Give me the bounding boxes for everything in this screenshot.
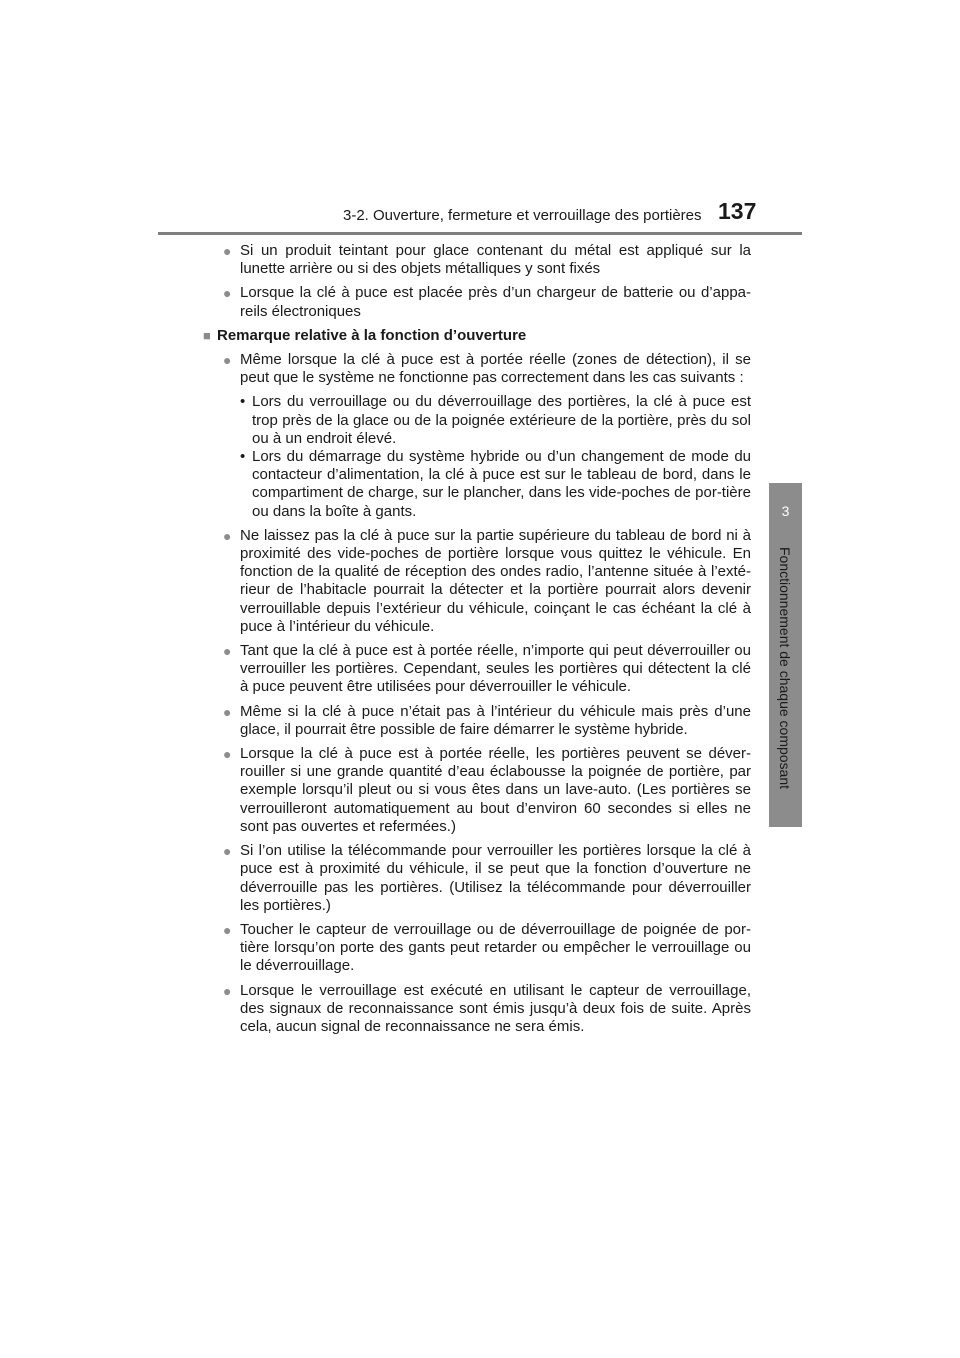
list-item <box>223 921 751 976</box>
bullet-icon: ● <box>223 352 232 369</box>
list-item-text: Même lorsque la clé à puce est à portée réelle (zones de détection), il se peut que le système ne fonctionne pas correctement dans les cas suivants : <box>240 351 751 387</box>
sub-list-item-text: Lors du verrouillage ou du déverrouillage des portières, la clé à puce est trop près de la glace ou de la poignée extérieure de la portière, près du sol ou à un endroit élevé. <box>252 393 751 447</box>
list-item <box>223 703 751 739</box>
list-item-text: Si un produit teintant pour glace contenant du métal est appliqué sur la lunette arrière ou si des objets métalliques y sont fixés <box>240 242 751 278</box>
list-item <box>223 242 751 278</box>
list-item <box>223 284 751 320</box>
dot-icon: • <box>240 393 246 411</box>
bullet-icon: ● <box>223 527 232 544</box>
sub-list-item <box>223 393 751 448</box>
header-divider <box>158 232 802 235</box>
bullet-icon: ● <box>223 643 232 660</box>
list-item <box>223 351 751 387</box>
sub-list-item-text: Lors du démarrage du système hybride ou d’un changement de mode du contacteur d’alimentation, la clé à puce est sur le tableau de bord, dans le compartiment de charge, sur le plancher, dans les vide-poches de por-tière ou dans la boîte à gants. <box>252 448 751 520</box>
bullet-icon: ● <box>223 982 232 999</box>
page-content <box>203 242 751 1042</box>
list-item-text: Lorsque le verrouillage est exécuté en utilisant le capteur de verrouillage, des signaux de reconnaissance sont émis jusqu’à deux fois de suite. Après cela, aucun signal de reconnaissance ne sera émis. <box>240 981 751 1035</box>
bullet-icon: ● <box>223 843 232 860</box>
list-item <box>223 982 751 1037</box>
list-item <box>223 745 751 836</box>
bullet-icon: ● <box>223 243 232 259</box>
list-item-text: Toucher le capteur de verrouillage ou de déverrouillage de poignée de por-tière lorsqu’on porte des gants peut retarder ou empêcher le verrouillage ou le déverrouillage. <box>240 920 751 975</box>
list-item-text: Si l’on utilise la télécommande pour verrouiller les portières lorsque la clé à puce est à proximité du véhicule, il se peut que la fonction d’ouverture ne déverrouille pas les portières. (Utilisez la télécommande pour déverrouiller les portières.) <box>240 842 751 914</box>
chapter-number: 3 <box>781 503 790 519</box>
bullet-icon: ● <box>223 746 232 763</box>
dot-icon: • <box>240 448 246 466</box>
list-item <box>223 642 751 697</box>
page-number: 137 <box>718 198 757 224</box>
list-item-text: Lorsque la clé à puce est placée près d’un chargeur de batterie ou d’appa-reils électroniques <box>240 284 751 320</box>
list-item-text: Lorsque la clé à puce est à portée réelle, les portières peuvent se déver-rouiller si une grande quantité d’eau éclabousse la poignée de portière, par exemple lorsqu’il pleut ou si vous êtes dans un lave-auto. (Les portières se verrouilleront automatiquement au bout d’environ 60 secondes si elles ne sont pas ouvertes et refermées.) <box>240 745 751 835</box>
square-icon: ■ <box>203 327 211 343</box>
list-item <box>223 842 751 915</box>
bullet-icon: ● <box>223 921 232 938</box>
section-heading <box>203 327 751 345</box>
chapter-label-text: Fonctionnement de chaque composant <box>777 546 793 790</box>
list-item <box>223 527 751 636</box>
list-item-text: Ne laissez pas la clé à puce sur la partie supérieure du tableau de bord ni à proximité des vide-poches de portière lorsque vous quittez le véhicule. En fonction de la qualité de réception des ondes radio, l’antenne située à l’exté-rieur de l’habitacle pourrait la détecter et la portière pourrait alors devenir verrouillable depuis l’extérieur du véhicule, coinçant le cas échéant la clé à puce à l’intérieur du véhicule. <box>240 526 751 635</box>
sub-list-item <box>223 448 751 521</box>
section-title: 3-2. Ouverture, fermeture et verrouillage des portières <box>343 207 702 224</box>
bullet-icon: ● <box>223 285 232 302</box>
list-item-text: Tant que la clé à puce est à portée réelle, n’importe qui peut déverrouiller ou verrouiller les portières. Cependant, seules les portières qui détectent la clé à puce peuvent être utilisées pour déverrouiller le véhicule. <box>240 642 751 696</box>
bullet-icon: ● <box>223 703 232 720</box>
list-item-text: Même si la clé à puce n’était pas à l’intérieur du véhicule mais près d’une glace, il pourrait être possible de faire démarrer le système hybride. <box>240 702 751 738</box>
section-heading-text: Remarque relative à la fonction d’ouverture <box>217 326 527 344</box>
